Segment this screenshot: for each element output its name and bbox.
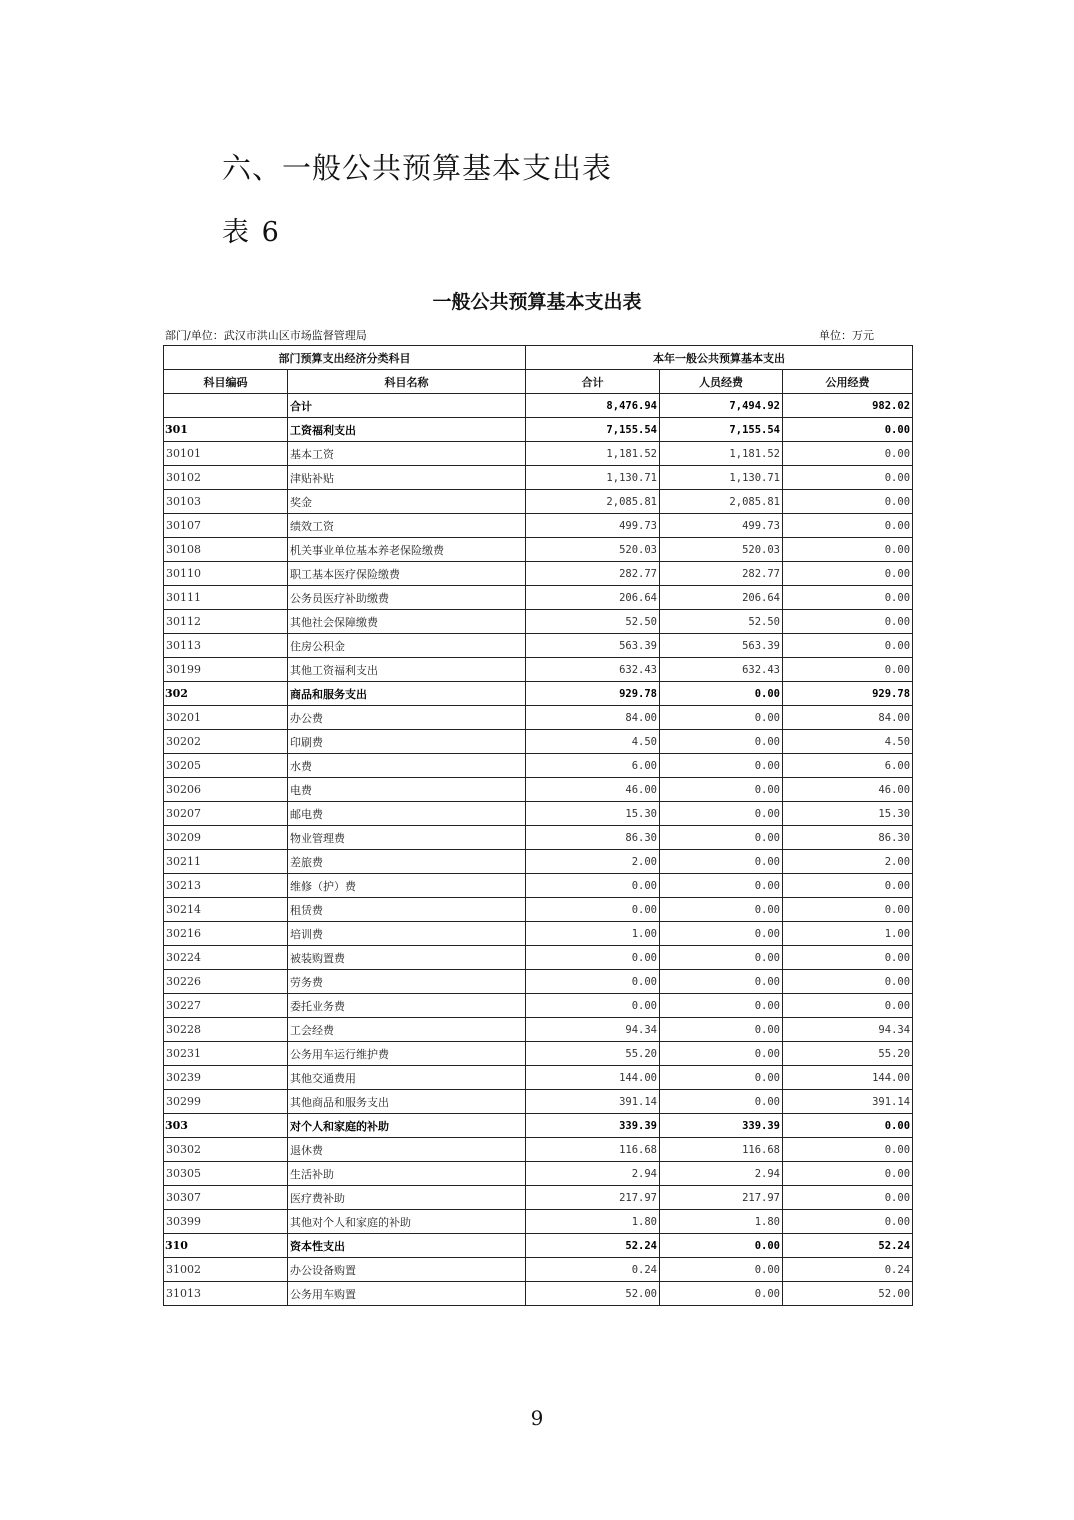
row-name: 绩效工资 xyxy=(288,514,526,538)
row-name: 被装购置费 xyxy=(288,946,526,970)
row-personnel: 206.64 xyxy=(660,586,783,610)
row-total: 282.77 xyxy=(526,562,660,586)
row-personnel: 632.43 xyxy=(660,658,783,682)
row-personnel: 0.00 xyxy=(660,1258,783,1282)
row-personnel: 0.00 xyxy=(660,874,783,898)
row-personnel: 339.39 xyxy=(660,1114,783,1138)
table-row xyxy=(164,1234,913,1258)
row-code: 30224 xyxy=(164,946,288,970)
row-total: 1,130.71 xyxy=(526,466,660,490)
row-total: 0.24 xyxy=(526,1258,660,1282)
table-row xyxy=(164,898,913,922)
table-row xyxy=(164,874,913,898)
row-personnel: 0.00 xyxy=(660,1234,783,1258)
row-personnel: 7,155.54 xyxy=(660,418,783,442)
page-number: 9 xyxy=(530,1406,544,1430)
row-personnel: 0.00 xyxy=(660,898,783,922)
row-personnel: 217.97 xyxy=(660,1186,783,1210)
row-personnel: 0.00 xyxy=(660,754,783,778)
row-name: 维修（护）费 xyxy=(288,874,526,898)
row-public: 0.00 xyxy=(783,538,913,562)
row-total: 0.00 xyxy=(526,970,660,994)
table-row xyxy=(164,802,913,826)
row-personnel: 0.00 xyxy=(660,946,783,970)
row-personnel: 52.50 xyxy=(660,610,783,634)
row-name: 住房公积金 xyxy=(288,634,526,658)
row-name: 基本工资 xyxy=(288,442,526,466)
row-name: 公务员医疗补助缴费 xyxy=(288,586,526,610)
row-code: 30302 xyxy=(164,1138,288,1162)
table-row xyxy=(164,1114,913,1138)
row-total: 563.39 xyxy=(526,634,660,658)
table-row xyxy=(164,1162,913,1186)
table-number: 表 6 xyxy=(222,217,281,248)
row-code: 30202 xyxy=(164,730,288,754)
row-name: 差旅费 xyxy=(288,850,526,874)
row-name: 资本性支出 xyxy=(288,1234,526,1258)
row-code: 30228 xyxy=(164,1018,288,1042)
table-row xyxy=(164,946,913,970)
row-public: 0.00 xyxy=(783,562,913,586)
table-row xyxy=(164,490,913,514)
row-name: 电费 xyxy=(288,778,526,802)
row-personnel: 563.39 xyxy=(660,634,783,658)
table-row xyxy=(164,562,913,586)
section-title: 六、一般公共预算基本支出表 xyxy=(222,151,613,185)
row-public: 0.00 xyxy=(783,946,913,970)
row-total: 52.50 xyxy=(526,610,660,634)
row-personnel: 0.00 xyxy=(660,826,783,850)
row-name: 职工基本医疗保险缴费 xyxy=(288,562,526,586)
row-public: 1.00 xyxy=(783,922,913,946)
row-code: 30110 xyxy=(164,562,288,586)
row-total: 46.00 xyxy=(526,778,660,802)
row-personnel: 0.00 xyxy=(660,706,783,730)
table-row xyxy=(164,394,913,418)
row-public: 52.00 xyxy=(783,1282,913,1306)
row-code: 303 xyxy=(164,1114,288,1138)
row-personnel: 0.00 xyxy=(660,922,783,946)
table-row xyxy=(164,418,913,442)
row-personnel: 7,494.92 xyxy=(660,394,783,418)
row-public: 0.00 xyxy=(783,658,913,682)
table-row xyxy=(164,826,913,850)
row-code: 30209 xyxy=(164,826,288,850)
header-group-row xyxy=(164,346,913,370)
row-total: 6.00 xyxy=(526,754,660,778)
row-public: 15.30 xyxy=(783,802,913,826)
row-public: 0.00 xyxy=(783,466,913,490)
row-public: 0.00 xyxy=(783,1162,913,1186)
row-total: 520.03 xyxy=(526,538,660,562)
row-public: 144.00 xyxy=(783,1066,913,1090)
row-personnel: 0.00 xyxy=(660,682,783,706)
row-name: 商品和服务支出 xyxy=(288,682,526,706)
row-name: 印刷费 xyxy=(288,730,526,754)
row-personnel: 520.03 xyxy=(660,538,783,562)
row-personnel: 2,085.81 xyxy=(660,490,783,514)
row-total: 499.73 xyxy=(526,514,660,538)
table-body xyxy=(164,394,913,1306)
row-code: 30211 xyxy=(164,850,288,874)
row-public: 0.00 xyxy=(783,634,913,658)
row-total: 84.00 xyxy=(526,706,660,730)
row-public: 982.02 xyxy=(783,394,913,418)
row-code: 31013 xyxy=(164,1282,288,1306)
row-public: 0.00 xyxy=(783,1114,913,1138)
row-personnel: 0.00 xyxy=(660,1042,783,1066)
row-total: 1.80 xyxy=(526,1210,660,1234)
row-code: 30111 xyxy=(164,586,288,610)
row-total: 86.30 xyxy=(526,826,660,850)
row-total: 632.43 xyxy=(526,658,660,682)
row-public: 55.20 xyxy=(783,1042,913,1066)
row-name: 邮电费 xyxy=(288,802,526,826)
row-name: 水费 xyxy=(288,754,526,778)
row-total: 7,155.54 xyxy=(526,418,660,442)
row-public: 86.30 xyxy=(783,826,913,850)
row-code: 30213 xyxy=(164,874,288,898)
row-personnel: 0.00 xyxy=(660,802,783,826)
table-row xyxy=(164,1018,913,1042)
table-row xyxy=(164,1138,913,1162)
table-row xyxy=(164,1090,913,1114)
header-classification: 部门预算支出经济分类科目 xyxy=(164,346,526,370)
row-public: 0.00 xyxy=(783,610,913,634)
table-row xyxy=(164,610,913,634)
row-total: 52.00 xyxy=(526,1282,660,1306)
table-row xyxy=(164,922,913,946)
row-code: 30206 xyxy=(164,778,288,802)
row-code: 30205 xyxy=(164,754,288,778)
row-total: 1,181.52 xyxy=(526,442,660,466)
row-name: 办公设备购置 xyxy=(288,1258,526,1282)
row-name: 委托业务费 xyxy=(288,994,526,1018)
table-row xyxy=(164,1042,913,1066)
row-code: 30207 xyxy=(164,802,288,826)
row-name: 工会经费 xyxy=(288,1018,526,1042)
header-column-row xyxy=(164,370,913,394)
row-total: 0.00 xyxy=(526,994,660,1018)
row-name: 奖金 xyxy=(288,490,526,514)
row-total: 4.50 xyxy=(526,730,660,754)
row-name: 其他社会保障缴费 xyxy=(288,610,526,634)
table-row xyxy=(164,586,913,610)
row-name: 合计 xyxy=(288,394,526,418)
row-personnel: 0.00 xyxy=(660,1018,783,1042)
row-code: 30113 xyxy=(164,634,288,658)
row-public: 2.00 xyxy=(783,850,913,874)
row-total: 144.00 xyxy=(526,1066,660,1090)
row-personnel: 0.00 xyxy=(660,970,783,994)
table-row xyxy=(164,778,913,802)
row-total: 94.34 xyxy=(526,1018,660,1042)
row-name: 对个人和家庭的补助 xyxy=(288,1114,526,1138)
row-public: 0.00 xyxy=(783,1210,913,1234)
row-personnel: 499.73 xyxy=(660,514,783,538)
row-name: 公务用车运行维护费 xyxy=(288,1042,526,1066)
row-total: 929.78 xyxy=(526,682,660,706)
header-public: 公用经费 xyxy=(783,370,913,394)
header-total: 合计 xyxy=(526,370,660,394)
row-name: 租赁费 xyxy=(288,898,526,922)
row-code: 30226 xyxy=(164,970,288,994)
table-row xyxy=(164,1258,913,1282)
row-total: 52.24 xyxy=(526,1234,660,1258)
row-personnel: 282.77 xyxy=(660,562,783,586)
row-code: 30239 xyxy=(164,1066,288,1090)
row-code: 30307 xyxy=(164,1186,288,1210)
row-name: 其他工资福利支出 xyxy=(288,658,526,682)
row-total: 2.94 xyxy=(526,1162,660,1186)
header-name: 科目名称 xyxy=(288,370,526,394)
row-name: 医疗费补助 xyxy=(288,1186,526,1210)
row-code: 30305 xyxy=(164,1162,288,1186)
row-public: 4.50 xyxy=(783,730,913,754)
table-row xyxy=(164,706,913,730)
row-name: 其他交通费用 xyxy=(288,1066,526,1090)
row-total: 339.39 xyxy=(526,1114,660,1138)
row-code: 30216 xyxy=(164,922,288,946)
row-code: 30101 xyxy=(164,442,288,466)
row-name: 津贴补贴 xyxy=(288,466,526,490)
row-public: 0.00 xyxy=(783,898,913,922)
row-code: 30112 xyxy=(164,610,288,634)
table-row xyxy=(164,730,913,754)
row-public: 94.34 xyxy=(783,1018,913,1042)
row-code: 302 xyxy=(164,682,288,706)
table-row xyxy=(164,994,913,1018)
table-row xyxy=(164,1186,913,1210)
row-public: 0.00 xyxy=(783,490,913,514)
row-public: 0.00 xyxy=(783,1186,913,1210)
table-row xyxy=(164,850,913,874)
row-name: 物业管理费 xyxy=(288,826,526,850)
table-row xyxy=(164,466,913,490)
table-row xyxy=(164,634,913,658)
row-public: 6.00 xyxy=(783,754,913,778)
row-personnel: 0.00 xyxy=(660,1066,783,1090)
table-row xyxy=(164,514,913,538)
table-row xyxy=(164,658,913,682)
row-public: 929.78 xyxy=(783,682,913,706)
row-name: 其他对个人和家庭的补助 xyxy=(288,1210,526,1234)
row-code: 30108 xyxy=(164,538,288,562)
row-total: 1.00 xyxy=(526,922,660,946)
row-name: 培训费 xyxy=(288,922,526,946)
row-code: 30227 xyxy=(164,994,288,1018)
row-personnel: 0.00 xyxy=(660,994,783,1018)
row-code xyxy=(164,394,288,418)
row-name: 机关事业单位基本养老保险缴费 xyxy=(288,538,526,562)
table-title: 一般公共预算基本支出表 xyxy=(432,291,642,313)
row-name: 退休费 xyxy=(288,1138,526,1162)
row-code: 30231 xyxy=(164,1042,288,1066)
row-code: 31002 xyxy=(164,1258,288,1282)
table-row xyxy=(164,1210,913,1234)
row-name: 劳务费 xyxy=(288,970,526,994)
row-public: 0.00 xyxy=(783,970,913,994)
table-row xyxy=(164,754,913,778)
row-code: 30201 xyxy=(164,706,288,730)
row-code: 301 xyxy=(164,418,288,442)
row-public: 0.24 xyxy=(783,1258,913,1282)
table-row xyxy=(164,1066,913,1090)
row-total: 116.68 xyxy=(526,1138,660,1162)
row-code: 30107 xyxy=(164,514,288,538)
table-row xyxy=(164,538,913,562)
row-code: 30399 xyxy=(164,1210,288,1234)
row-personnel: 0.00 xyxy=(660,778,783,802)
row-personnel: 0.00 xyxy=(660,1090,783,1114)
row-personnel: 2.94 xyxy=(660,1162,783,1186)
row-personnel: 1,130.71 xyxy=(660,466,783,490)
row-code: 30299 xyxy=(164,1090,288,1114)
row-public: 84.00 xyxy=(783,706,913,730)
unit-department: 部门/单位：武汉市洪山区市场监督管理局 xyxy=(165,329,367,342)
header-basic-expenditure: 本年一般公共预算基本支出 xyxy=(526,346,913,370)
row-personnel: 0.00 xyxy=(660,850,783,874)
row-name: 公务用车购置 xyxy=(288,1282,526,1306)
row-total: 0.00 xyxy=(526,874,660,898)
row-total: 2,085.81 xyxy=(526,490,660,514)
table-row xyxy=(164,682,913,706)
row-public: 0.00 xyxy=(783,874,913,898)
header-personnel: 人员经费 xyxy=(660,370,783,394)
row-personnel: 0.00 xyxy=(660,730,783,754)
row-personnel: 1,181.52 xyxy=(660,442,783,466)
row-code: 30214 xyxy=(164,898,288,922)
row-total: 0.00 xyxy=(526,946,660,970)
row-code: 30102 xyxy=(164,466,288,490)
row-total: 391.14 xyxy=(526,1090,660,1114)
row-name: 其他商品和服务支出 xyxy=(288,1090,526,1114)
row-name: 工资福利支出 xyxy=(288,418,526,442)
table-row xyxy=(164,442,913,466)
unit-currency: 单位：万元 xyxy=(819,329,874,342)
budget-table xyxy=(163,345,913,1306)
row-code: 30103 xyxy=(164,490,288,514)
row-total: 217.97 xyxy=(526,1186,660,1210)
row-personnel: 0.00 xyxy=(660,1282,783,1306)
row-public: 52.24 xyxy=(783,1234,913,1258)
table-row xyxy=(164,1282,913,1306)
row-personnel: 1.80 xyxy=(660,1210,783,1234)
row-total: 8,476.94 xyxy=(526,394,660,418)
row-total: 2.00 xyxy=(526,850,660,874)
row-name: 生活补助 xyxy=(288,1162,526,1186)
row-public: 391.14 xyxy=(783,1090,913,1114)
row-personnel: 116.68 xyxy=(660,1138,783,1162)
header-code: 科目编码 xyxy=(164,370,288,394)
row-public: 46.00 xyxy=(783,778,913,802)
table-row xyxy=(164,970,913,994)
row-total: 206.64 xyxy=(526,586,660,610)
row-public: 0.00 xyxy=(783,994,913,1018)
row-public: 0.00 xyxy=(783,586,913,610)
row-public: 0.00 xyxy=(783,514,913,538)
row-total: 15.30 xyxy=(526,802,660,826)
row-code: 310 xyxy=(164,1234,288,1258)
row-total: 0.00 xyxy=(526,898,660,922)
row-code: 30199 xyxy=(164,658,288,682)
row-public: 0.00 xyxy=(783,1138,913,1162)
row-public: 0.00 xyxy=(783,442,913,466)
row-total: 55.20 xyxy=(526,1042,660,1066)
row-public: 0.00 xyxy=(783,418,913,442)
row-name: 办公费 xyxy=(288,706,526,730)
